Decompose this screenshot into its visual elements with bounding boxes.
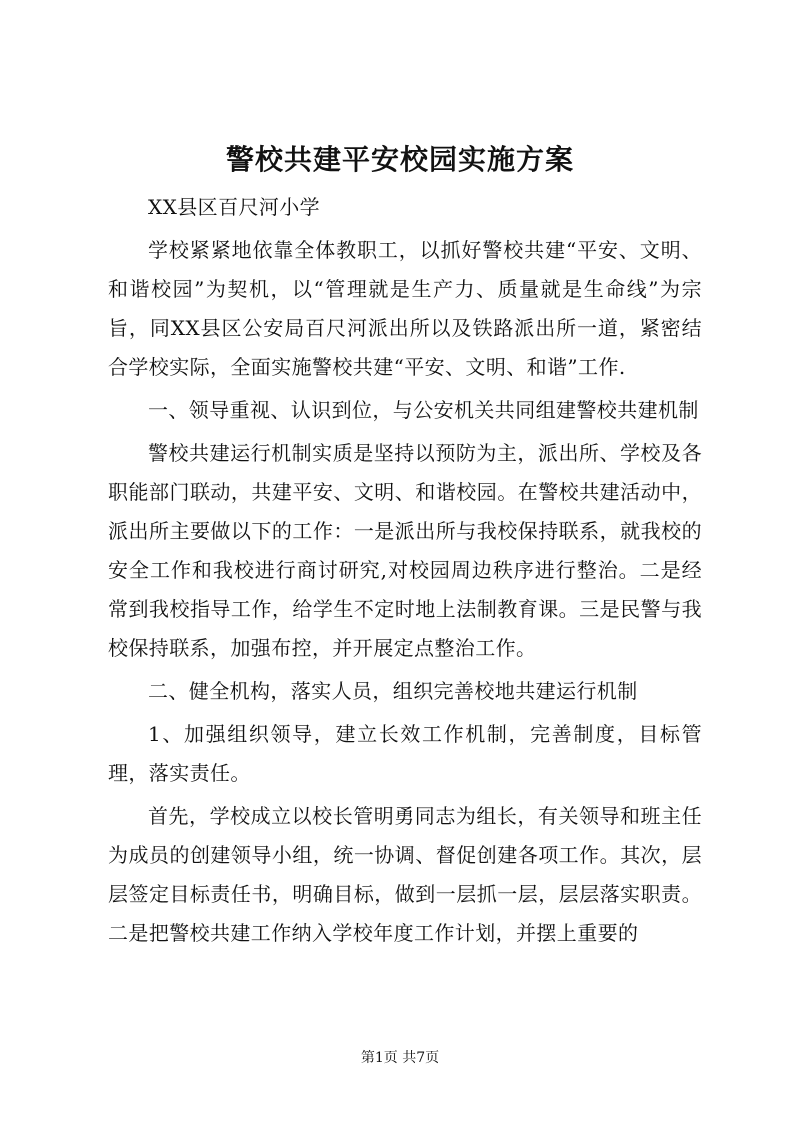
document-body [108, 188, 702, 953]
section-heading-1: 一、领导重视、认识到位，与公安机关共同组建警校共建机制 [148, 398, 699, 422]
mechanism-paragraph: 警校共建运行机制实质是坚持以预防为主，派出所、学校及各职能部门联动，共建平安、文明、和谐校园。在警校共建活动中，派出所主要做以下的工作：一是派出所与我校保持联系，就我校的安全工作和我校进行商讨研究,对校园周边秩序进行整治。二是经常到我校指导工作，给学生不定时地上法制教育课。三是民警与我校保持联系，加强布控，并开展定点整治工作。 [108, 441, 702, 660]
organization-paragraph: 首先，学校成立以校长管明勇同志为组长，有关领导和班主任为成员的创建领导小组，统一协调、督促创建各项工作。其次，层层签定目标责任书，明确目标，做到一层抓一层，层层落实职责。二是把警校共建工作纳入学校年度工作计划，并摆上重要的 [108, 804, 702, 945]
school-name-paragraph: XX县区百尺河小学 [148, 195, 321, 219]
subsection-heading-1: 1、加强组织领导，建立长效工作机制，完善制度，目标管理，落实责任。 [108, 722, 702, 785]
intro-paragraph: 学校紧紧地依靠全体教职工，以抓好警校共建“平安、文明、和谐校园”为契机，以“管理就是生产力、质量就是生命线”为宗旨，同XX县区公安局百尺河派出所以及铁路派出所一道，紧密结合学校实际，全面实施警校共建“平安、文明、和谐”工作. [108, 238, 702, 379]
document-title: 警校共建平安校园实施方案 [225, 143, 574, 176]
page-number-footer: 第1页 共7页 [360, 1050, 440, 1066]
section-heading-2: 二、健全机构，落实人员，组织完善校地共建运行机制 [148, 679, 638, 703]
